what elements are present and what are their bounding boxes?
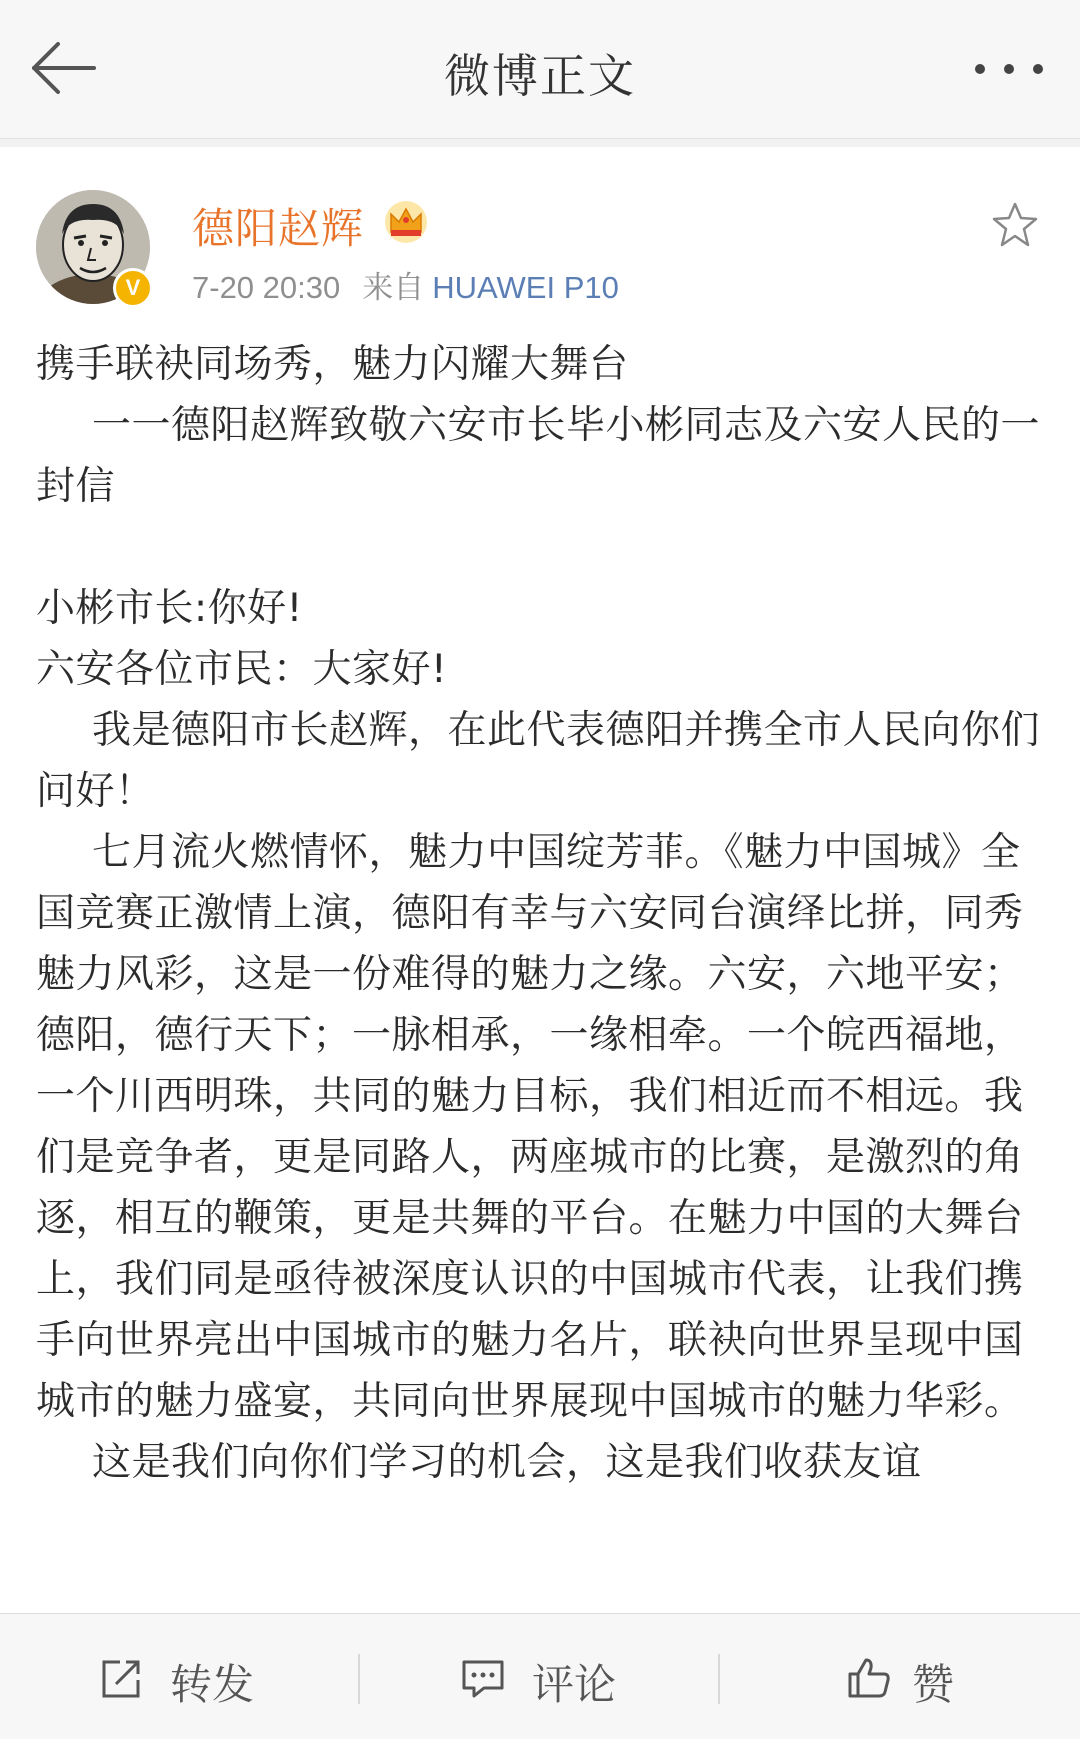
repost-icon (98, 1656, 144, 1700)
author-name[interactable]: 德阳赵辉 (192, 204, 365, 253)
favorite-button[interactable] (990, 200, 1040, 250)
source-device-link[interactable]: HUAWEI P10 (432, 270, 619, 305)
paragraph-main: 七月流火燃情怀，魅力中国绽芳菲。《魅力中国城》全国竞赛正激情上演，德阳有幸与六安同台演绎比拼，同秀魅力风彩，这是一份难得的魅力之缘。六安，六地平安；德阳，德行天下；一脉相承，一缘相牵。一个皖西福地，一个川西明珠，共同的魅力目标，我们相近而不相远。我们是竞争者，更是同路人，两座城市的比赛，是激烈的角逐，相互的鞭策，更是共舞的平台。在魅力中国的大舞台上，我们同是亟待被深度认识的中国城市代表，让我们携手向世界亮出中国城市的魅力名片，联袂向世界呈现中国城市的魅力盛宴，共同向世界展现中国城市的魅力华彩。 (36, 830, 1024, 1424)
bottom-action-bar (0, 1613, 1080, 1739)
star-icon (990, 200, 1040, 250)
header-separator (0, 139, 1080, 147)
verified-badge: V (113, 268, 153, 308)
blank-line (36, 517, 1046, 578)
salutation-mayor: 小彬市长:你好! (36, 586, 303, 631)
repost-label: 转发 (170, 1660, 255, 1709)
paragraph-intro: 我是德阳市长赵辉，在此代表德阳并携全市人民向你们问好！ (36, 708, 1041, 814)
post-time: 7-20 20:30 (192, 270, 341, 305)
more-dots-icon (972, 54, 1046, 84)
repost-button[interactable] (0, 1614, 360, 1739)
crown-icon (383, 200, 429, 244)
top-nav-bar (0, 0, 1080, 139)
like-button[interactable] (720, 1614, 1080, 1739)
post-subtitle: 一一德阳赵辉致敬六安市长毕小彬同志及六安人民的一封信 (36, 403, 1041, 509)
comment-icon (460, 1656, 506, 1700)
source-prefix: 来自 (362, 270, 425, 305)
comment-button[interactable] (360, 1614, 720, 1739)
post-title: 携手联袂同场秀，魅力闪耀大舞台 (36, 342, 629, 387)
thumbs-up-icon (846, 1656, 892, 1700)
paragraph-continued: 这是我们向你们学习的机会，这是我们收获友谊 (92, 1440, 922, 1485)
more-button[interactable] (972, 54, 1046, 84)
like-label: 赞 (912, 1660, 955, 1709)
page-title: 微博正文 (444, 49, 636, 103)
post-meta (192, 262, 619, 307)
post-content (36, 334, 1046, 1493)
salutation-citizens: 六安各位市民：大家好! (36, 647, 448, 692)
comment-label: 评论 (532, 1660, 617, 1709)
